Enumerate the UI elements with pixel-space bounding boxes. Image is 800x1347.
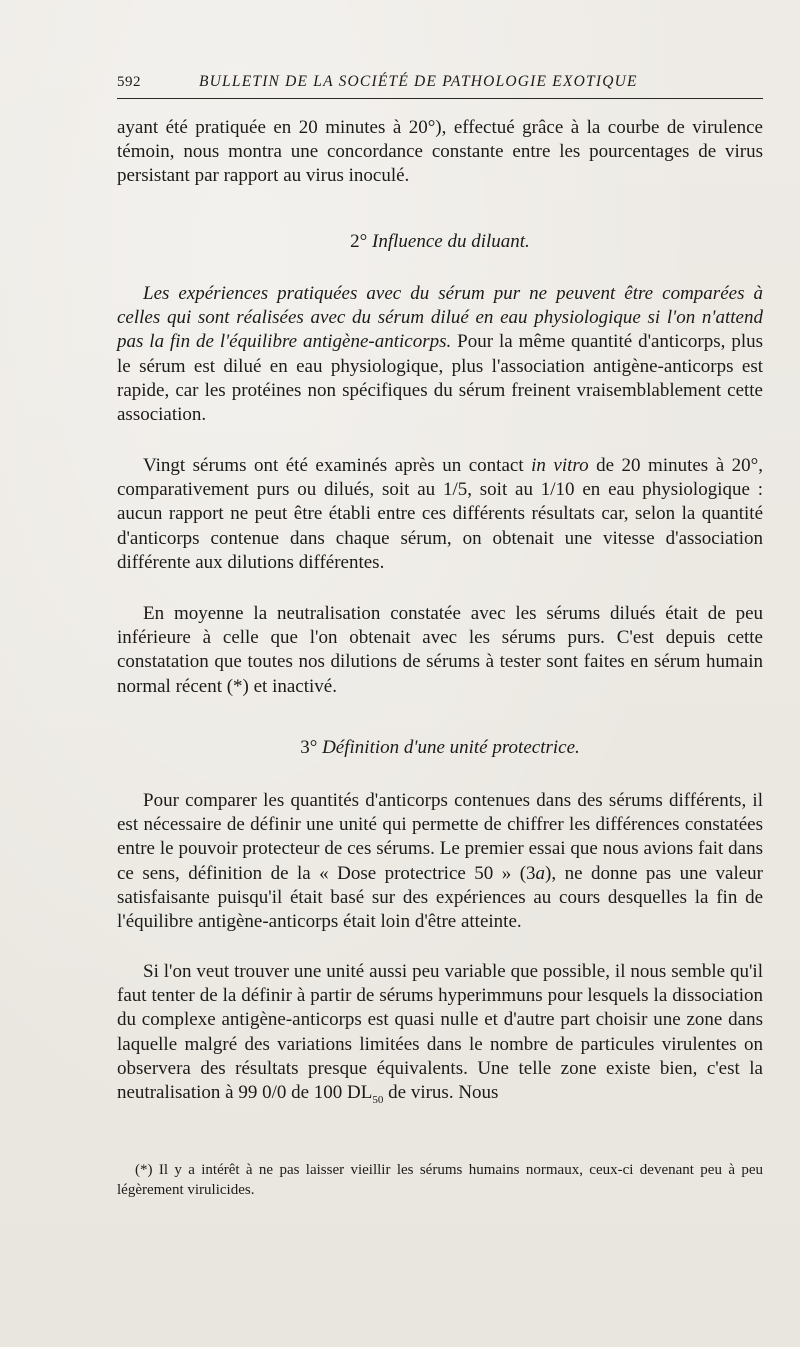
paragraph-text: En moyenne la neutralisation constatée avec les sérums dilués était de peu inférieure à celle que l'on obtenait avec les sérums purs. C'est depuis cette constatation que toutes nos dilutions de sérums à tester sont faites en sérum humain normal récent (*) et inactivé.: [117, 603, 763, 697]
paragraph-diluant: [117, 282, 763, 427]
paragraph-text: Pour comparer les quantités d'anticorps contenues dans des sérums différents, il est nécessaire de définir une unité qui permette de chiffrer les différences constatées entre le pouvoir protecteur de ces sérums. Le premier essai que nous avions fait dans ce sens, définition de la « Dose protectrice 50 » (3: [117, 790, 763, 884]
paragraph-moyenne: [117, 602, 763, 699]
section-number: 3°: [300, 737, 318, 758]
paragraph-italic-text: in vitro: [531, 455, 589, 476]
paragraph-text: Si l'on veut trouver une unité aussi peu variable que possible, il nous semble qu'il faut tenter de la définir à partir de sérums hyperimmuns pour lesquels la dissociation du complexe antigène-anticorps est quasi nulle et d'autre part choisir une zone dans laquelle malgré des variations limitées dans le nombre de particules virulentes on observera des résultats presque équivalents. Une telle zone existe bien, c'est la neutralisation à 99 0/0 de 100 DL: [117, 961, 763, 1104]
page-number: 592: [117, 74, 141, 90]
page-header: [117, 72, 763, 96]
paragraph-text: de virus. Nous: [383, 1082, 499, 1104]
section-title: Définition d'une unité protectrice.: [322, 737, 580, 758]
subscript: 50: [372, 1093, 384, 1106]
section-heading-influence: [117, 230, 763, 254]
paragraph-comparer: [117, 789, 763, 934]
section-number: 2°: [350, 231, 368, 252]
paragraph-text: Vingt sérums ont été examinés après un contact: [143, 455, 532, 476]
paragraph-unite: [117, 960, 763, 1112]
paragraph-text: de 20 minutes à 20°, comparativement purs ou dilués, soit au 1/5, soit au 1/10 en eau physiologique : aucun rapport ne peut être établi entre ces différents résultats car, selon la quantité d'anticorps contenue dans chaque sérum, on obtenait une vitesse d'association différente aux dilutions différentes.: [117, 455, 763, 573]
footnote-text: (*) Il y a intérêt à ne pas laisser vieillir les sérums humains normaux, ceux-ci devenant peu à peu légèrement virulicides.: [117, 1162, 763, 1198]
paragraph-italic-text: a: [535, 862, 546, 884]
paragraph-continuation: [117, 116, 763, 189]
paragraph-vingt-serums: [117, 454, 763, 575]
header-rule: [117, 98, 763, 99]
paragraph-text: ), ne donne pas une valeur satisfaisante puisqu'il était basé sur des expériences au cours desquelles la fin de l'équilibre antigène-anticorps était loin d'être atteinte.: [117, 862, 763, 933]
section-title: Influence du diluant.: [372, 231, 530, 252]
paragraph-text: ayant été pratiquée en 20 minutes à 20°), effectué grâce à la courbe de virulence témoin, nous montra une concordance constante entre les pourcentages de virus persistant par rapport au virus inoculé.: [117, 117, 763, 187]
running-title: BULLETIN DE LA SOCIÉTÉ DE PATHOLOGIE EXOTIQUE: [199, 73, 638, 90]
paragraph-italic-text: Les expériences pratiquées avec du sérum pur ne peuvent être comparées à celles qui sont réalisées avec du sérum dilué en eau physiologique si l'on n'attend pas la fin de l'équilibre antigène-anticorps.: [117, 283, 763, 353]
footnote: [117, 1160, 763, 1200]
section-heading-definition: [117, 736, 763, 760]
paragraph-text: Pour la même quantité d'anticorps, plus le sérum est dilué en eau physiologique, plus l'association antigène-anticorps est rapide, car les protéines non spécifiques du sérum freinent vraisemblablement cette association.: [117, 331, 763, 426]
